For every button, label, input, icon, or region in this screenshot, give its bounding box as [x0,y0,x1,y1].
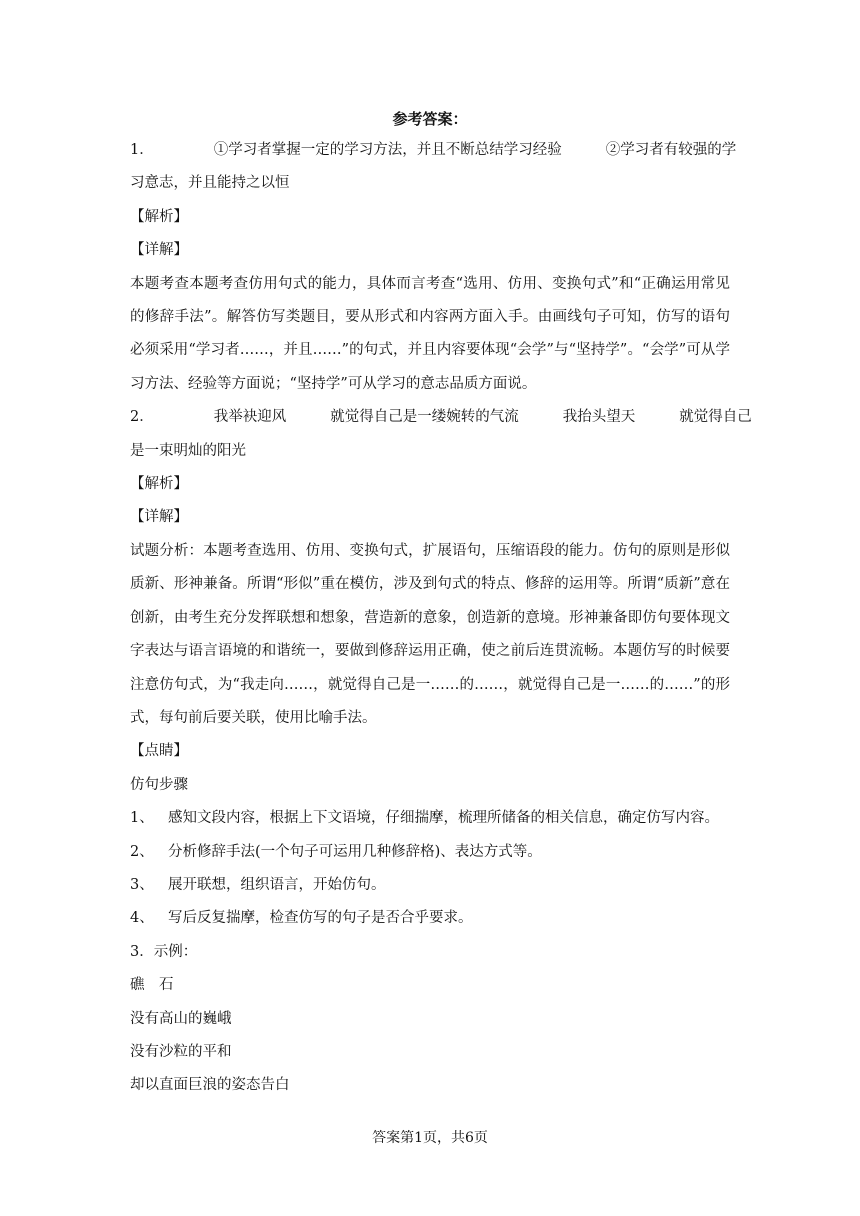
q2-jiexi-heading: 【解析】 [130,476,188,493]
q1-answer-a: ①学习者掌握一定的学习方法，并且不断总结学习经验 [213,142,562,158]
q3-poem-line-2: 没有沙粒的平和 [130,1043,232,1060]
q2-answer-b: 就觉得自己是一缕婉转的气流 [330,409,519,426]
q2-step-1: 1、 感知文段内容，根据上下文语境，仔细揣摩，梳理所储备的相关信息，确定仿写内容。 [130,810,719,827]
q1-answer-b: ②学习者有较强的学 [605,142,737,158]
q1-line-1 [130,134,737,167]
q2-dianjing-heading: 【点睛】 [130,743,188,760]
q2-line-1 [130,401,752,434]
q2-step-2: 2、 分析修辞手法(一个句子可运用几种修辞格)、表达方式等。 [130,843,542,860]
q1-xiangjie-heading: 【详解】 [130,242,188,259]
q3-poem-line-3: 却以直面巨浪的姿态告白 [130,1077,290,1094]
q2-answer-a: 我举袂迎风 [213,409,287,426]
q2-line-2: 是一束明灿的阳光 [130,442,246,459]
q3-poem-title: 礁 石 [130,977,174,994]
q1-jiexi-heading: 【解析】 [130,208,188,225]
answer-content [130,134,752,1103]
q2-number: 2． [130,409,154,426]
q1-line-2: 习意志，并且能持之以恒 [130,175,290,192]
page-title: 参考答案： [392,110,468,128]
q2-step-3: 3、 展开联想，组织语言，开始仿句。 [130,876,386,893]
q2-answer-d: 就觉得自己 [679,409,752,426]
q2-xiangjie-heading: 【详解】 [130,509,188,526]
q1-detail: 本题考查本题考查仿用句式的能力，具体而言考查“选用、仿用、变换句式”和“正确运用常见的修辞手法”。解答仿写类题目，要从形式和内容两方面入手。由画线句子可知，仿写的语句必须采用“学习者……，并且……”的句式，并且内容要体现“会学”与“坚持学”。“会学”可从学习方法、经验等方面说；“坚持学”可从学习的意志品质方面说。 [130,275,730,392]
q2-detail: 试题分析：本题考查选用、仿用、变换句式，扩展语句，压缩语段的能力。仿句的原则是形似质新、形神兼备。所谓“形似”重在模仿，涉及到句式的特点、修辞的运用等。所谓“质新”意在创新，由考生充分发挥联想和想象，营造新的意象，创造新的意境。形神兼备即仿句要体现文字表达与语言语境的和谐统一，要做到修辞运用正确，使之前后连贯流畅。本题仿写的时候要注意仿句式，为“我走向……，就觉得自己是一……的……，就觉得自己是一……的……”的形式，每句前后要关联，使用比喻手法。 [130,542,730,726]
q1-number: 1． [130,142,154,158]
q3-poem-line-1: 没有高山的巍峨 [130,1010,232,1027]
q3-label: 3．示例： [130,943,198,960]
q2-answer-c: 我抬头望天 [562,409,636,426]
q2-step-4: 4、 写后反复揣摩，检查仿写的句子是否合乎要求。 [130,910,473,927]
q2-steps-title: 仿句步骤 [130,776,188,793]
page-footer: 答案第1页，共6页 [372,1130,488,1146]
